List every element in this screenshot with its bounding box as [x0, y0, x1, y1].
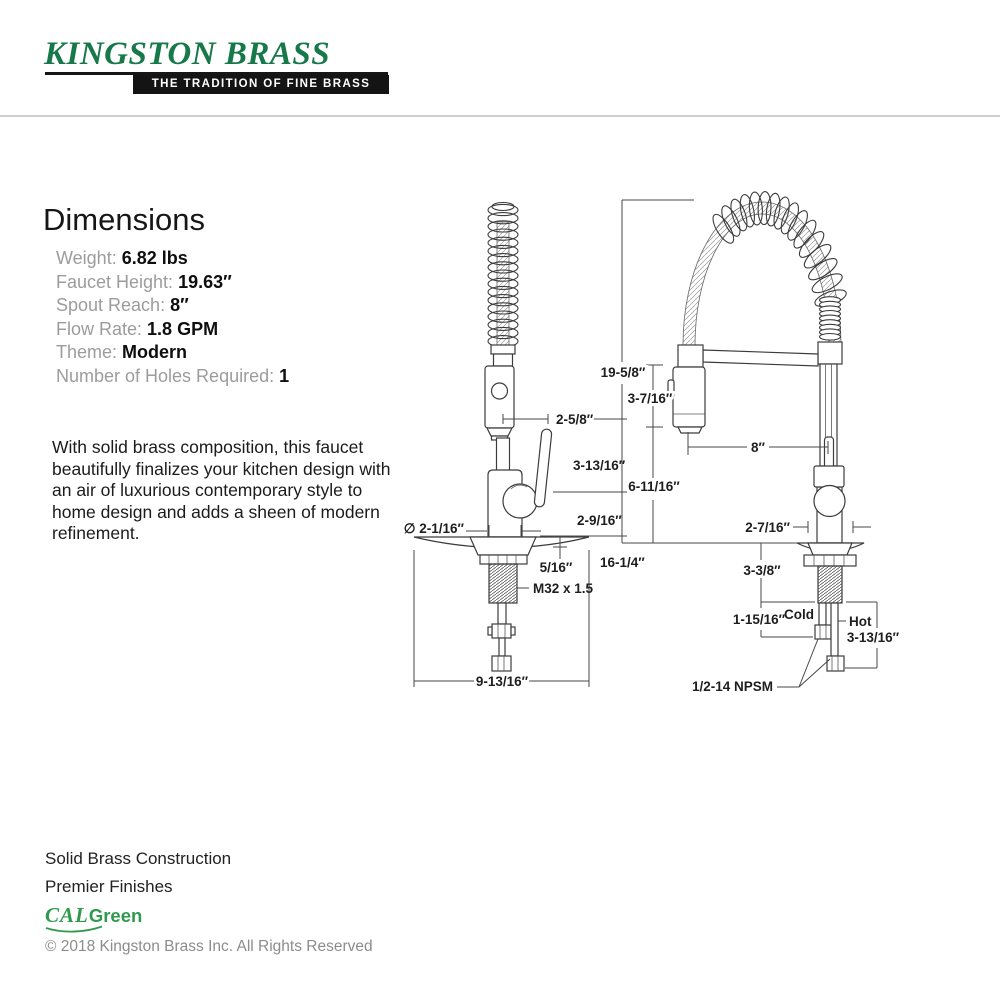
spec-row: Spout Reach: 8″ [56, 295, 189, 315]
product-description: With solid brass composition, this faucet beautifully finalizes your kitchen design with an air of luxurious contemporary style to home design and adds a sheen of modern refinement. [52, 437, 391, 543]
dim-label-lower-span: 2-9/16″ [577, 513, 622, 528]
dim-label-cold: Cold [784, 607, 814, 622]
hot-supply-nut [827, 656, 844, 671]
dim-label-base-width: 9-13/16″ [475, 674, 529, 689]
threaded-shank-front [818, 566, 842, 603]
feature-premier-finishes: Premier Finishes [45, 877, 173, 896]
spray-button-side [492, 383, 508, 399]
dim-label-plate-thickness: 5/16″ [539, 560, 573, 575]
cold-supply-tube [819, 603, 826, 625]
spec-row: Flow Rate: 1.8 GPM [56, 318, 219, 339]
dim-label-head-width: 2-5/8″ [556, 412, 594, 427]
threaded-shank-side [489, 564, 517, 603]
brand-tagline: THE TRADITION OF FINE BRASS [133, 75, 389, 94]
dim-label-thread-spec: M32 x 1.5 [533, 581, 594, 596]
handle-lever-side [534, 429, 552, 508]
calgreen-logo: CALGreen [45, 903, 143, 927]
cold-supply-nut [815, 625, 831, 639]
dim-label-supply-upper: 1-15/16″ [732, 612, 786, 627]
dim-label-thread-standard: 1/2-14 NPSM [691, 679, 773, 694]
handle-joint-front [814, 486, 845, 517]
dim-label-head-height: 3-7/16″ [627, 391, 673, 406]
spring-rings-right [820, 297, 841, 340]
dim-label-supply-length: 3-13/16″ [846, 630, 900, 645]
dim-label-total-height: 19-5/8″ [600, 365, 646, 380]
hot-supply-tube [831, 603, 838, 656]
dim-label-flange-width: 2-7/16″ [745, 520, 790, 535]
spray-head-front [673, 367, 705, 427]
brand-logo: KINGSTON BRASS [44, 36, 331, 72]
dim-label-spout-reach: 8″ [751, 440, 765, 455]
spec-row: Theme: Modern [56, 342, 188, 362]
page-title: Dimensions [43, 202, 205, 237]
spec-row: Number of Holes Required: 1 [56, 365, 290, 386]
front-view-drawing [668, 191, 864, 671]
dim-label-shank-length: 3-3/8″ [743, 563, 781, 578]
copyright-text: © 2018 Kingston Brass Inc. All Rights Reserved [45, 938, 373, 955]
spec-row: Weight: 6.82 lbs [56, 248, 188, 268]
handle-joint-side [503, 484, 537, 518]
support-arm [703, 350, 818, 366]
handle-lever-front [825, 437, 834, 469]
dim-label-clearance: 6-11/16″ [628, 479, 680, 494]
feature-solid-brass: Solid Brass Construction [45, 849, 232, 868]
dim-label-upper-span: 3-13/16″ [573, 458, 626, 473]
dim-label-mid-note: 16-1/4″ [600, 555, 645, 570]
calgreen-swoosh-icon [45, 925, 105, 934]
side-view-drawing [414, 203, 589, 672]
spec-row: Faucet Height: 19.63″ [56, 271, 232, 292]
dim-label-body-diameter: ∅ 2-1/16″ [403, 521, 464, 536]
dim-label-hot: Hot [849, 614, 872, 629]
